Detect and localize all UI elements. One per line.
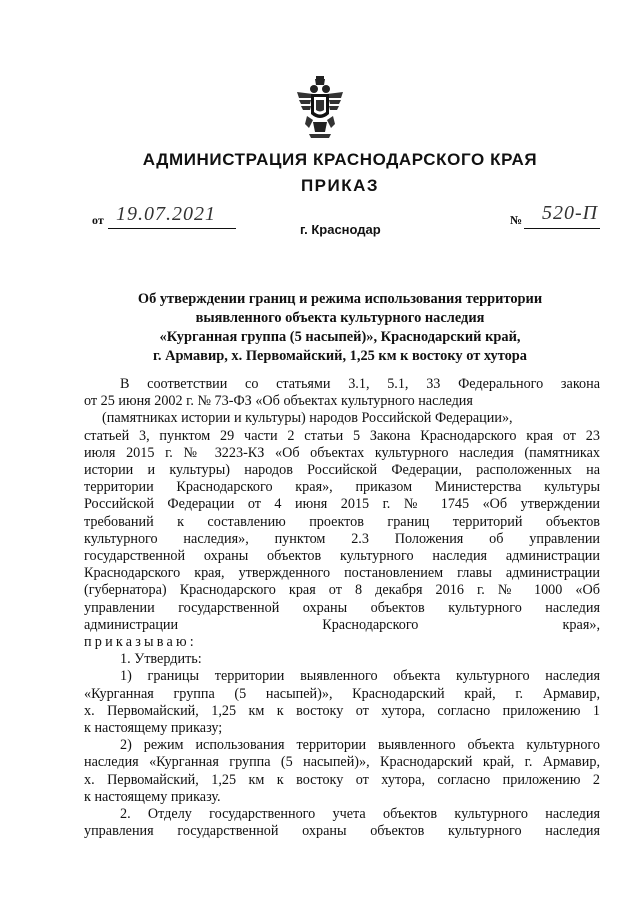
handwritten-date: 19.07.2021 [116, 203, 216, 225]
city: г. Краснодар [300, 222, 381, 237]
body-line: 2. Отделу государственного учета объектов культурного наследия [120, 806, 600, 823]
number-label: № [510, 213, 523, 227]
body-line: В соответствии со статьями 3.1, 5.1, 33 Федерального закона [120, 376, 600, 392]
date-label: от [92, 213, 104, 227]
body-line: (памятниках истории и культуры) народов Российской Федерации», [102, 410, 513, 427]
body-line: управлении государственной охраны объектов культурного наследия [84, 599, 600, 616]
body-line: к настоящему приказу; [84, 720, 223, 737]
document-body [84, 376, 600, 840]
document-type: ПРИКАЗ [300, 176, 380, 195]
body-line: истории и культуры) народов Российской Федерации, расположенных на [84, 462, 600, 479]
title-line: Об утверждении границ и режима использования территории [137, 291, 543, 307]
title-line: выявленного объекта культурного наследия [195, 310, 485, 326]
body-line: июля 2015 г. № 3223-КЗ «Об объектах культурного наследия (памятниках [84, 444, 600, 461]
handwritten-number: 520-П [542, 202, 599, 224]
body-line: от 25 июня 2002 г. № 73-ФЗ «Об объектах культурного наследия [84, 393, 473, 410]
body-line: культурного наследия», пунктом 2.3 Положения об управлении [84, 530, 600, 547]
body-line: «Курганная группа (5 насыпей)», Краснодарский край, г. Армавир, [84, 685, 600, 702]
coat-of-arms-icon [295, 76, 345, 138]
document-title [90, 290, 590, 366]
body-line: к настоящему приказу. [84, 788, 221, 805]
date-underline [108, 228, 236, 229]
body-line: 1. Утвердить: [120, 651, 202, 668]
organization-name: АДМИНИСТРАЦИЯ КРАСНОДАРСКОГО КРАЯ [142, 150, 538, 169]
body-line: требований к составлению проектов границ территорий объектов [84, 513, 600, 530]
title-line: «Курганная группа (5 насыпей)», Краснодарский край, [159, 329, 521, 345]
body-line-order-word: приказываю: [84, 634, 197, 651]
body-line: х. Первомайский, 1,25 км к востоку от хутора, согласно приложению 2 [84, 771, 600, 788]
body-line: наследия «Курганная группа (5 насыпей)», Краснодарский край, г. Армавир, [84, 754, 600, 771]
body-line: (губернатора) Краснодарского края от 8 декабря 2016 г. № 1000 «Об [84, 582, 600, 599]
body-line: Российской Федерации от 4 июня 2015 г. № 1745 «Об утверждении [84, 496, 600, 513]
body-line: х. Первомайский, 1,25 км к востоку от хутора, согласно приложению 1 [84, 702, 600, 719]
number-underline [524, 228, 600, 229]
body-line: государственной охраны объектов культурного наследия администрации [84, 548, 600, 565]
body-line: 2) режим использования территории выявленного объекта культурного [120, 737, 600, 754]
body-line: Краснодарского края, утвержденного постановлением главы администрации [84, 565, 600, 582]
body-line: 1) границы территории выявленного объекта культурного наследия [120, 668, 600, 685]
body-line: управления государственной охраны объектов культурного наследия [84, 823, 600, 840]
body-line: территории Краснодарского края», приказом Министерства культуры [84, 479, 600, 496]
body-line: статьей 3, пунктом 29 части 2 статьи 5 Закона Краснодарского края от 23 [84, 427, 600, 444]
title-line: г. Армавир, х. Первомайский, 1,25 км к востоку от хутора [152, 348, 528, 364]
body-line: администрации Краснодарского края», [84, 616, 600, 633]
